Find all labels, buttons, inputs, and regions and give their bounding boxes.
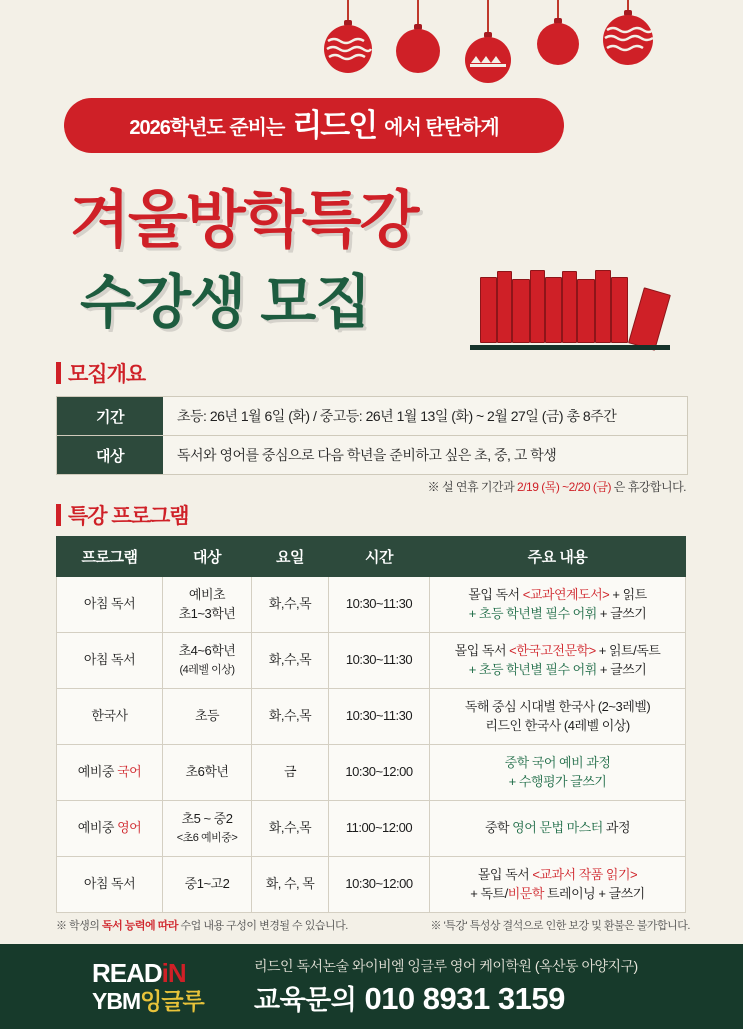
content-2a: + 수행평가 글쓰기 [508,773,607,789]
content-1a: 중학 [484,820,513,836]
footer-logo-in: iN [161,958,186,988]
content-2a: + 독트/ [470,885,508,901]
content-2c: 트레이닝 + 글쓰기 [543,885,645,901]
footer-subtitle: 리드인 독서논술 와이비엠 잉글루 영어 케이학원 (옥산동 아양지구) [254,958,638,974]
table-row [57,397,687,436]
cell-target: 초6학년 [163,745,252,801]
section-header-overview [56,358,145,388]
target-line2: <초6 예비중> [176,832,238,845]
content-2a: 리드인 한국사 (4레벨 이상) [485,717,630,733]
footnote-left-a: ※ 학생의 [56,920,102,932]
footer-phone-number: 010 8931 3159 [364,981,565,1016]
cell-content [430,801,686,857]
target-line1: 초5 ~ 중2 [181,810,233,826]
holiday-note-suffix: 은 휴강합니다. [610,480,686,494]
cell-days: 화, 수, 목 [252,857,329,913]
cell-time: 10:30~11:30 [329,633,430,689]
content-1b: 영어 문법 마스터 [512,820,603,836]
content-2b: + 글쓰기 [596,605,647,621]
footnote-right: ※ '특강' 특성상 결석으로 인한 보강 및 환불은 불가합니다. [430,920,690,932]
main-title-line1: 겨울방학특강 [70,186,418,255]
program-accent: 국어 [117,764,142,780]
content-1a: 몰입 독서 [477,866,533,882]
brand-logo-readin [290,110,378,141]
cell-days: 화,수,목 [252,577,329,633]
pill-prefix-text: 2026학년도 준비는 [129,117,285,139]
footnote-left-b: 독서 능력에 따라 [102,920,178,932]
cell-target [163,633,252,689]
section-header-program [56,500,189,530]
table-row [57,689,686,745]
cell-time: 10:30~12:00 [329,745,430,801]
overview-value-period: 초등: 26년 1월 6일 (화) / 중고등: 26년 1월 13일 (화) ~ 2월 27일 (금) 총 8주간 [163,397,687,435]
cell-time: 10:30~11:30 [329,689,430,745]
footer-phone-label: 교육문의 [254,985,357,1015]
target-line1: 예비초 [188,586,226,602]
cell-program [57,801,163,857]
program-prefix: 예비중 [77,764,118,780]
col-header-target: 대상 [163,537,252,577]
cell-program: 아침 독서 [57,633,163,689]
cell-content [430,689,686,745]
program-table [56,536,686,913]
cell-time: 11:00~12:00 [329,801,430,857]
section-bar-icon [56,504,61,526]
content-1c: + 읽트 [609,586,647,602]
footer-contact [254,956,638,1017]
cell-content [430,577,686,633]
content-2b: + 글쓰기 [596,661,647,677]
cell-days: 화,수,목 [252,633,329,689]
cell-target: 중1~고2 [163,857,252,913]
books-illustration [470,258,670,350]
table-row [57,577,686,633]
cell-content [430,633,686,689]
brand-text: 리드인 [292,108,377,143]
content-1b: <교과서 작품 읽기> [532,866,638,882]
cell-time: 10:30~12:00 [329,857,430,913]
cell-program: 한국사 [57,689,163,745]
footer-logo-read: READ [92,958,162,988]
cell-days: 금 [252,745,329,801]
content-1b: <교과연계도서> [522,586,610,602]
cell-content [430,745,686,801]
footnotes [56,917,690,933]
overview-key-target: 대상 [57,436,163,474]
target-line1: 초4~6학년 [178,642,236,658]
footer-logo-ybm-text: YBM [92,988,141,1014]
cell-target [163,801,252,857]
cell-target [163,577,252,633]
table-row [57,436,687,474]
main-title-line2: 수강생 모집 [80,270,371,335]
cell-time: 10:30~11:30 [329,577,430,633]
footer-bar [0,944,743,1029]
cell-target: 초등 [163,689,252,745]
cell-program: 아침 독서 [57,857,163,913]
footer-logo-readin [92,960,242,986]
content-1a: 몰입 독서 [468,586,523,602]
table-row [57,633,686,689]
program-prefix: 예비중 [77,820,118,836]
content-1c: 과정 [602,820,631,836]
footer-logo-inglu-text: 잉글루 [140,988,204,1014]
content-1c: + 읽트/독트 [595,642,661,658]
content-1a: 독해 중심 시대별 한국사 (2~3레벨) [464,698,651,714]
overview-key-period: 기간 [57,397,163,435]
section-title-program: 특강 프로그램 [68,505,189,528]
holiday-note [0,478,686,495]
table-header-row [57,537,686,577]
col-header-time: 시간 [329,537,430,577]
col-header-days: 요일 [252,537,329,577]
pill-suffix-text: 에서 탄탄하게 [384,117,499,139]
target-line2: (4레벨 이상) [179,664,235,677]
content-2a: + 초등 학년별 필수 어휘 [468,661,597,677]
section-title-overview: 모집개요 [68,363,146,386]
table-row [57,745,686,801]
footer-phone[interactable] [254,978,638,1017]
ornament-decorations [0,0,743,100]
table-row [57,801,686,857]
table-row [57,857,686,913]
col-header-content: 주요 내용 [430,537,686,577]
holiday-note-dates: 2/19 (목) ~2/20 (금) [517,480,611,494]
target-line2: 초1~3학년 [178,605,236,621]
content-1b: <한국고전문학> [509,642,596,658]
cell-days: 화,수,목 [252,801,329,857]
footer-logo [92,960,242,1013]
content-2b: 비문학 [507,885,544,901]
cell-program: 아침 독서 [57,577,163,633]
holiday-note-prefix: ※ 설 연휴 기간과 [427,480,518,494]
section-bar-icon [56,362,61,384]
content-1a: 몰입 독서 [454,642,510,658]
footnote-left-c: 수업 내용 구성이 변경될 수 있습니다. [178,920,348,932]
content-2a: + 초등 학년별 필수 어휘 [468,605,597,621]
content-1b: 국어 예비 과정 [531,754,611,770]
overview-table [56,396,688,475]
footnote-left [56,917,348,933]
program-accent: 영어 [117,820,142,836]
headline-pill [64,98,564,153]
overview-value-target: 독서와 영어를 중심으로 다음 학년을 준비하고 싶은 초, 중, 고 학생 [163,436,687,474]
footer-logo-ybm [92,990,242,1013]
content-1a: 중학 [504,754,532,770]
col-header-program: 프로그램 [57,537,163,577]
cell-days: 화,수,목 [252,689,329,745]
cell-program [57,745,163,801]
cell-content [430,857,686,913]
